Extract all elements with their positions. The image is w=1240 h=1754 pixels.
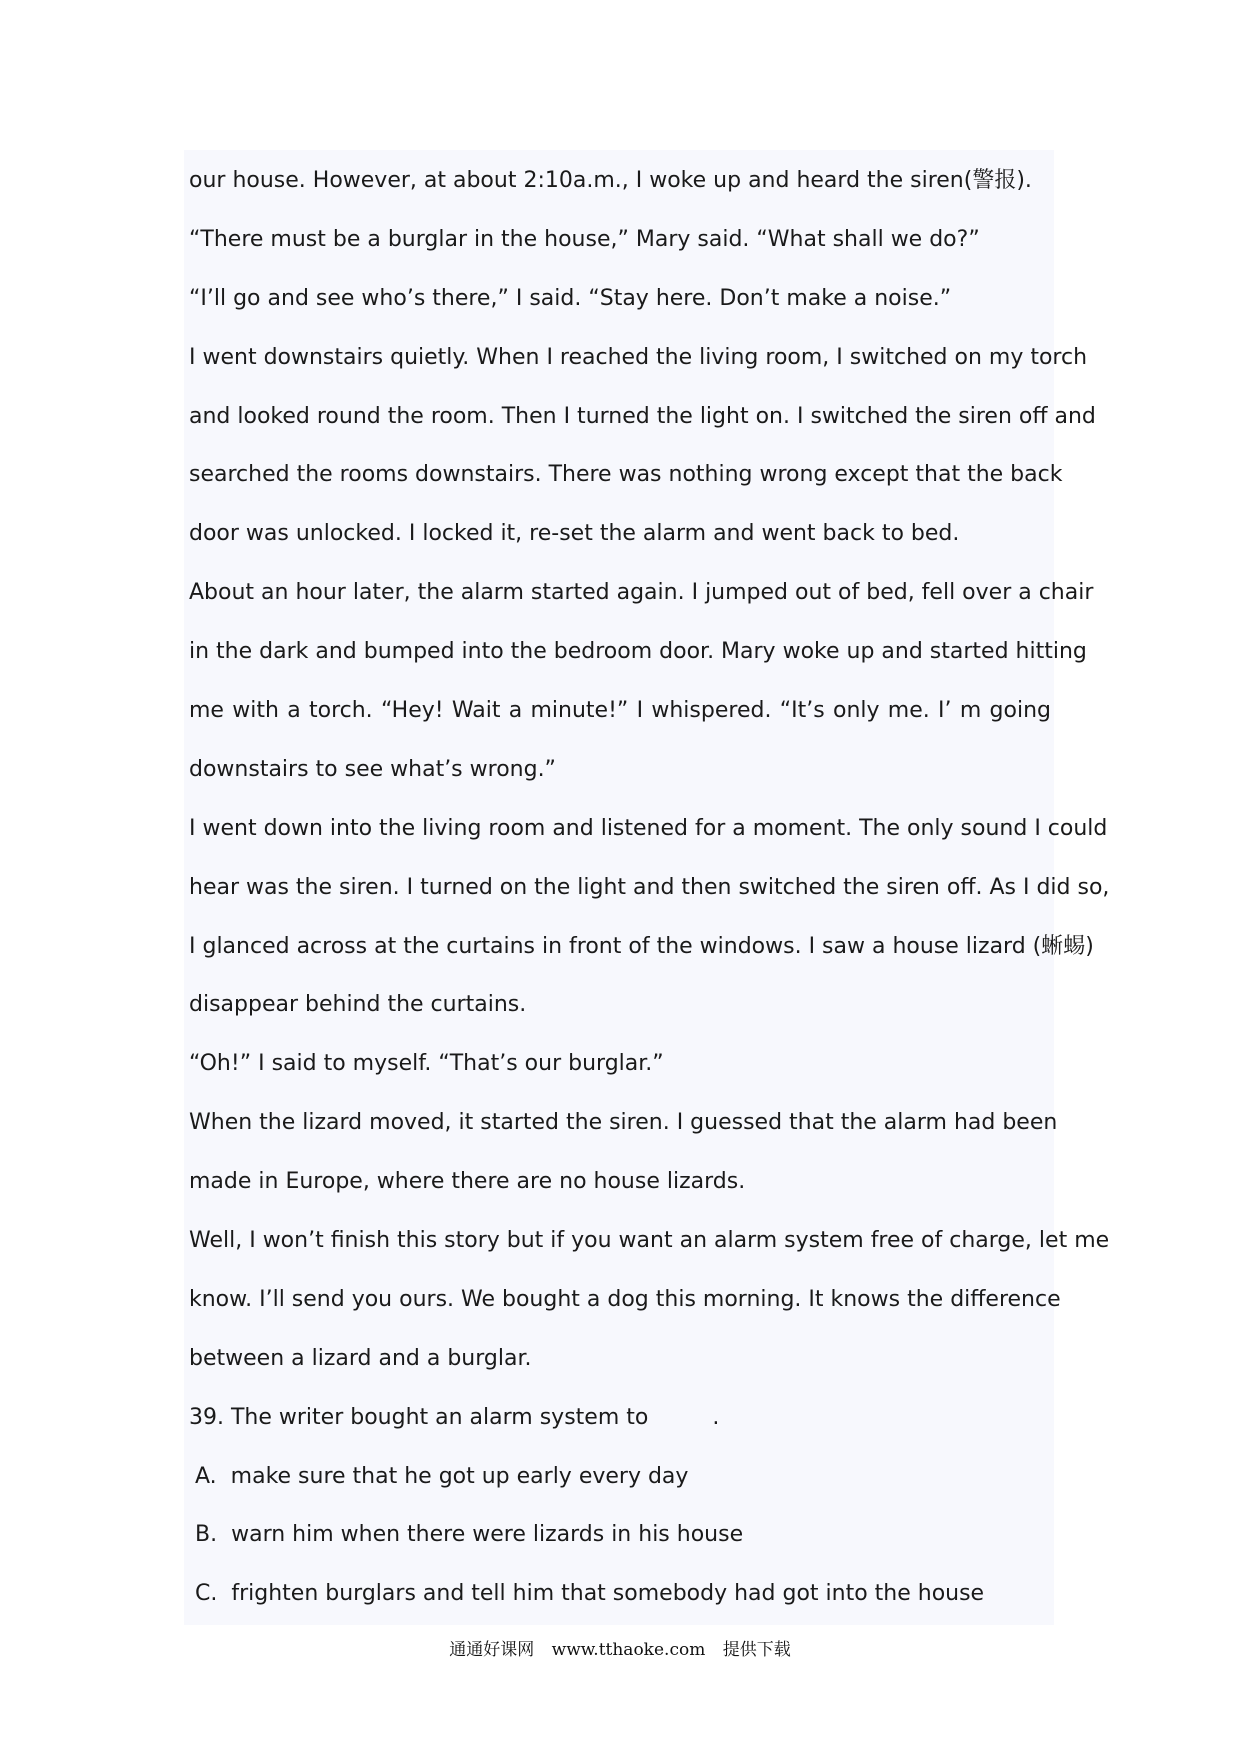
passage	[189, 152, 1110, 1389]
answer-options	[189, 1448, 1051, 1625]
passage-line: hear was the siren. I turned on the light and then switched the siren off. As I did so,	[189, 874, 1110, 900]
passage-line: know. I’ll send you ours. We bought a dog this morning. It knows the difference	[189, 1286, 1061, 1312]
option-letter: A.	[195, 1463, 217, 1489]
question-stem	[189, 1389, 1051, 1448]
answer-option	[189, 1565, 1051, 1624]
passage-line: Well, I won’t finish this story but if you want an alarm system free of charge, let me	[189, 1228, 1110, 1254]
option-text: frighten burglars and tell him that somebody had got into the house	[231, 1581, 985, 1607]
answer-option	[189, 1506, 1051, 1565]
passage-line: door was unlocked. I locked it, re-set the alarm and went back to bed.	[189, 521, 960, 547]
option-text: warn him when there were lizards in his house	[231, 1522, 744, 1548]
passage-line: disappear behind the curtains.	[189, 992, 527, 1018]
question-stem-text: 39. The writer bought an alarm system to	[189, 1404, 649, 1430]
option-letter: C.	[195, 1581, 218, 1607]
passage-line: downstairs to see what’s wrong.”	[189, 756, 556, 782]
question-stem-end: .	[712, 1404, 720, 1430]
passage-line: made in Europe, where there are no house lizards.	[189, 1169, 746, 1195]
passage-line: “There must be a burglar in the house,” Mary said. “What shall we do?”	[189, 226, 980, 252]
passage-line: our house. However, at about 2:10a.m., I woke up and heard the siren(警报).	[189, 168, 1032, 193]
passage-line: searched the rooms downstairs. There was nothing wrong except that the back	[189, 462, 1063, 488]
passage-content	[189, 152, 1110, 1624]
passage-line: me with a torch. “Hey! Wait a minute!” I whispered. “It’s only me. I’ m going	[189, 698, 1051, 724]
passage-line: I went down into the living room and listened for a moment. The only sound I could	[189, 815, 1108, 841]
passage-line: “Oh!” I said to myself. “That’s our burglar.”	[189, 1051, 664, 1077]
option-letter: B.	[195, 1522, 218, 1548]
page-footer	[0, 1635, 1240, 1660]
passage-line: between a lizard and a burglar.	[189, 1345, 532, 1371]
passage-line: When the lizard moved, it started the siren. I guessed that the alarm had been	[189, 1110, 1058, 1136]
passage-line: I went downstairs quietly. When I reached the living room, I switched on my torch	[189, 344, 1088, 370]
passage-line: “I’ll go and see who’s there,” I said. “Stay here. Don’t make a noise.”	[189, 285, 952, 311]
footer-url: www.tthaoke.com	[551, 1640, 706, 1660]
passage-line: About an hour later, the alarm started again. I jumped out of bed, fell over a chair	[189, 580, 1094, 606]
answer-option	[189, 1448, 1051, 1507]
option-text: make sure that he got up early every day	[230, 1463, 689, 1489]
footer-action: 提供下载	[722, 1640, 791, 1660]
footer-site-name: 通通好课网	[449, 1640, 535, 1660]
passage-line: I glanced across at the curtains in front of the windows. I saw a house lizard (蜥蜴)	[189, 933, 1094, 959]
passage-line: and looked round the room. Then I turned the light on. I switched the siren off and	[189, 403, 1096, 429]
passage-line: in the dark and bumped into the bedroom door. Mary woke up and started hitting	[189, 639, 1087, 665]
